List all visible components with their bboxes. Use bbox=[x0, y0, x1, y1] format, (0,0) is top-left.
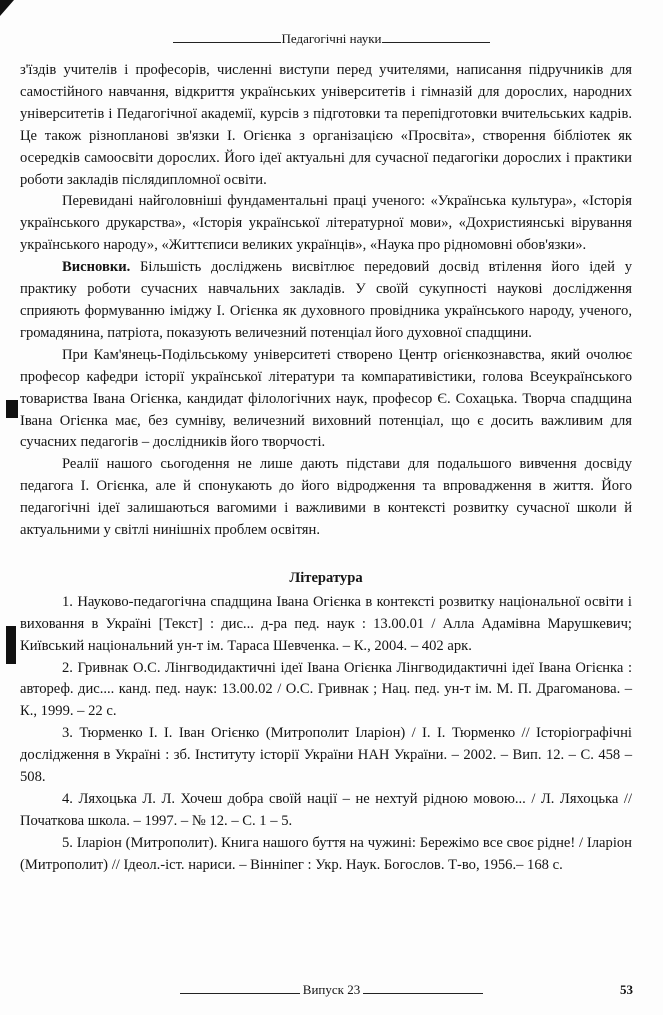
conclusions-label: Висновки. bbox=[62, 259, 131, 276]
reference-item: 3. Тюрменко І. І. Іван Огієнко (Митрополит Іларіон) / І. І. Тюрменко // Історіографічні дослідження в Україні : зб. Інституту історії України НАН України. – 2002. – Вип. 12. – С. 458 – 508. bbox=[20, 725, 632, 786]
page-number: 53 bbox=[620, 982, 633, 997]
reference-item: 5. Іларіон (Митрополит). Книга нашого буття на чужині: Бережімо все своє рідне! / Іларіон (Митрополит) // Ідеол.-іст. нариси. – Вінніпег : Укр. Наук. Богослов. Т-во, 1956.– 168 с. bbox=[20, 834, 632, 873]
journal-title: Педагогічні науки bbox=[281, 31, 382, 46]
scan-corner-mark bbox=[0, 0, 14, 16]
running-header bbox=[0, 31, 663, 47]
article-body bbox=[20, 60, 632, 877]
scan-margin-smudge bbox=[6, 626, 16, 664]
references-list bbox=[20, 592, 632, 877]
paragraph: При Кам'янець-Подільському університеті створено Центр огієнкознавства, який очолює професор кафедри історії української літератури та компаративістики, голова Всеукраїнського товариства Івана Огієнка, кандидат філологічних наук, професор Є. Сохацька. Творча спадщина Івана Огієнка має, без сумніву, величезний виховний потенціал, що є досить важливим для сучасних педагогів – дослідників його творчості. bbox=[20, 346, 632, 451]
paragraph: з'їздів учителів і професорів, численні виступи перед учителями, написання підручників для самостійного навчання, відкриття українських університетів і гімназій для дорослих, народних університетів і Педагогічної академії, курсів з підготовки та перепідготовки вчительських кадрів. Це також різнопланові зв'язки І. Огієнка з організацією «Просвіта», створення бібліотек як осередків самоосвіти дорослих. Його ідеї актуальні для сучасної педагогіки дорослих і практики роботи закладів післядипломної освіти. bbox=[20, 62, 632, 188]
scan-margin-smudge bbox=[6, 400, 18, 418]
reference-item: 4. Ляхоцька Л. Л. Хочеш добра своїй нації – не нехтуй рідною мовою... / Л. Ляхоцька // Початкова школа. – 1997. – № 12. – С. 1 – 5. bbox=[20, 791, 632, 829]
reference-item: 2. Гривнак О.С. Лінгводидактичні ідеї Івана Огієнка Лінгводидактичні ідеї Івана Огієнка : автореф. дис.... канд. пед. наук: 13.00.02 / О.С. Гривнак ; Нац. пед. ун-т ім. М. П. Драгоманова. – К., 1999. – 22 с. bbox=[20, 659, 632, 720]
issue-label: Випуск 23 bbox=[302, 982, 361, 997]
running-footer bbox=[0, 982, 663, 998]
conclusions-text: Більшість досліджень висвітлює передовий досвід втілення його ідей у практику роботи сучасних навчальних закладів. У своїй сукупності наукові дослідження сприяють формуванню іміджу І. Огієнка як духовного провідника українського народу, ученого, громадянина, патріота, показують величезний потенціал його духовної спадщини. bbox=[20, 259, 632, 341]
paragraph: Реалії нашого сьогодення не лише дають підстави для подальшого вивчення досвіду педагога І. Огієнка, але й спонукають до його відродження та впровадження в життя. Його педагогічні ідеї залишаються вагомими і важливими в контексті розвитку сучасної школи й актуальними у світлі нинішніх проблем освітян. bbox=[20, 456, 632, 539]
paragraph: Перевидані найголовніші фундаментальні праці ученого: «Українська культура», «Історія українського друкарства», «Історія української літературної мови», «Дохристиянські вірування українського народу», «Життєписи великих українців», «Наука про рідномовні обов'язки». bbox=[20, 193, 632, 254]
reference-item: 1. Науково-педагогічна спадщина Івана Огієнка в контексті розвитку національної освіти і виховання в Україні [Текст] : дис... д-ра пед. наук : 13.00.01 / Алла Адамівна Марушкевич; Київський національний ун-т ім. Тараса Шевченка. – К., 2004. – 402 арк. bbox=[20, 593, 632, 654]
conclusions-paragraph bbox=[20, 257, 632, 345]
references-title: Література bbox=[289, 569, 363, 586]
